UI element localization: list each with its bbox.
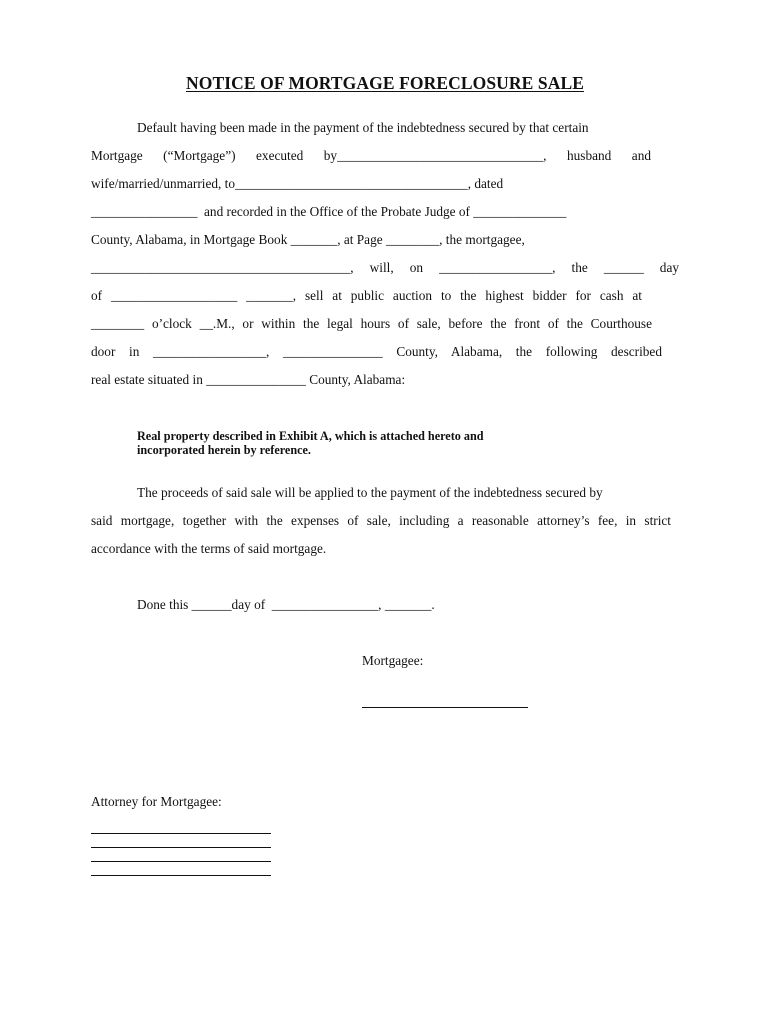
attorney-signature-line-2 (91, 847, 271, 848)
attorney-label: Attorney for Mortgagee: (91, 794, 222, 809)
mortgagee-label: Mortgagee: (362, 653, 424, 668)
paragraph1-line-8: ________ o’clock __.M., or within the legal hours of sale, before the front of the Courthouse (91, 316, 652, 331)
paragraph1-line-10: real estate situated in _______________ County, Alabama: (91, 372, 406, 387)
attorney-signature-line-3 (91, 861, 271, 862)
paragraph1-line-1: Default having been made in the payment of the indebtedness secured by that certain (137, 120, 589, 135)
attorney-signature-line-1 (91, 833, 271, 834)
done-line: Done this ______day of ________________, _______. (137, 597, 435, 612)
paragraph2-line-2: said mortgage, together with the expenses of sale, including a reasonable attorney’s fee, in strict (91, 513, 671, 528)
paragraph1-line-9: door in _________________, _______________ County, Alabama, the following described (91, 344, 662, 359)
paragraph1-line-5: County, Alabama, in Mortgage Book _______, at Page ________, the mortgagee, (91, 232, 525, 247)
exhibit-line-2: incorporated herein by reference. (137, 443, 311, 457)
paragraph1-line-3: wife/married/unmarried, to___________________________________, dated (91, 176, 504, 191)
paragraph1-line-7: of ___________________ _______, sell at public auction to the highest bidder for cash at (91, 288, 642, 303)
paragraph1-line-2: Mortgage (“Mortgage”) executed by_______________________________, husband and (91, 148, 651, 163)
exhibit-line-1: Real property described in Exhibit A, which is attached hereto and (137, 429, 484, 443)
paragraph1-line-6: _______________________________________, will, on _________________, the ______ day (91, 260, 679, 275)
document-title: NOTICE OF MORTGAGE FORECLOSURE SALE (186, 73, 584, 93)
attorney-signature-line-4 (91, 875, 271, 876)
paragraph2-line-1: The proceeds of said sale will be applied to the payment of the indebtedness secured by (137, 485, 603, 500)
paragraph2-line-3: accordance with the terms of said mortgage. (91, 541, 327, 556)
mortgagee-signature-line (362, 707, 528, 708)
paragraph1-line-4: ________________ and recorded in the Office of the Probate Judge of ______________ (91, 204, 567, 219)
